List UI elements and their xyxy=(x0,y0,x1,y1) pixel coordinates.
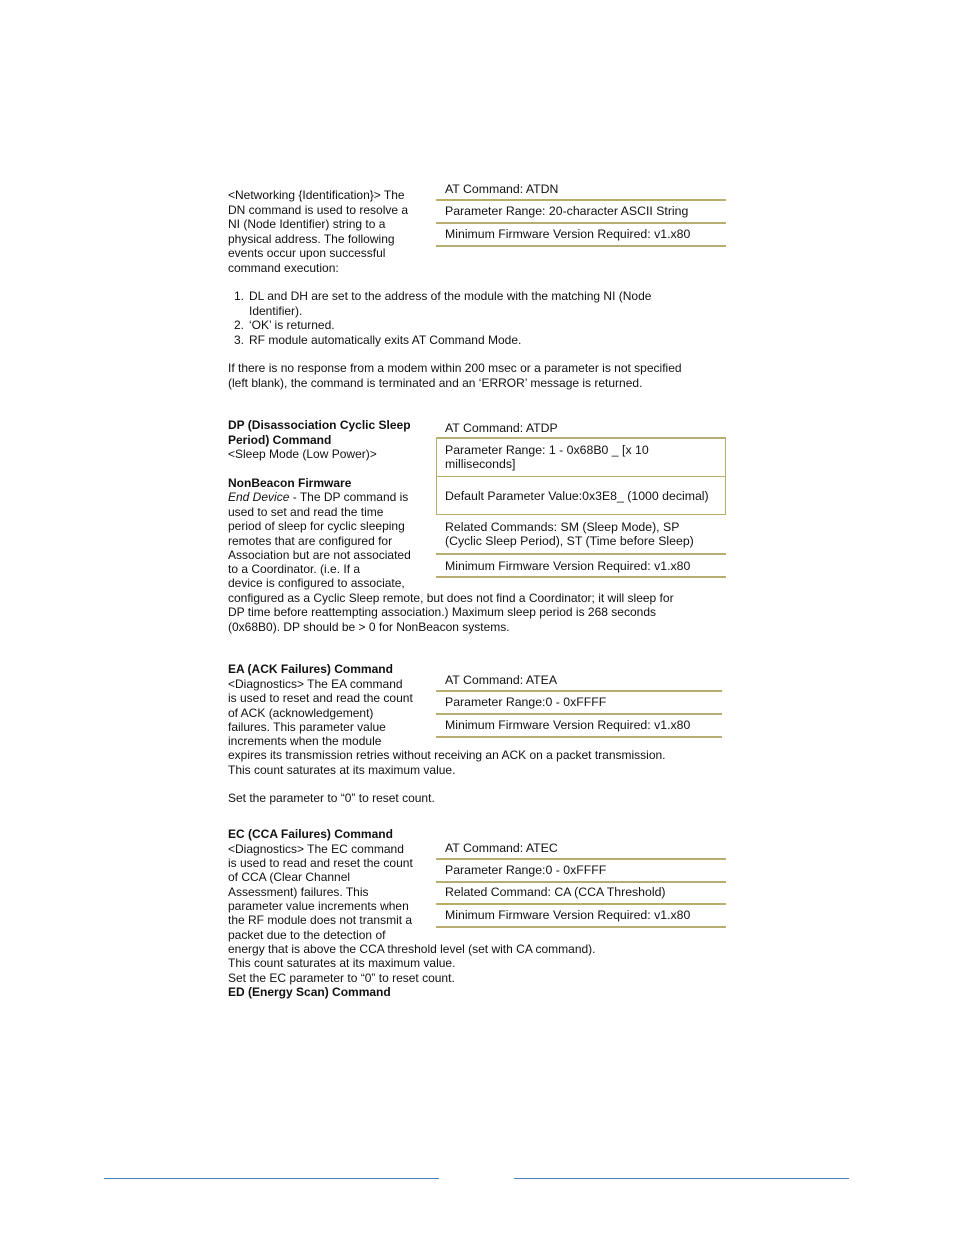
table-rule xyxy=(436,553,726,555)
dn-intro-line: <Networking {Identification}> The xyxy=(228,188,405,202)
ea-body-line: <Diagnostics> The EA command xyxy=(228,676,403,691)
list-item-number: 3. xyxy=(234,332,245,347)
ea-heading: EA (ACK Failures) Command xyxy=(228,662,393,676)
ea-body-line: This count saturates at its maximum value. xyxy=(228,762,456,777)
ea-body-line: is used to reset and read the count xyxy=(228,691,413,705)
list-item: RF module automatically exits AT Command Mode. xyxy=(249,332,522,347)
dp-lead-line xyxy=(228,490,408,504)
table-rule xyxy=(436,713,722,715)
ec-body-line: Assessment) failures. This xyxy=(228,884,369,899)
ec-table-cell: Minimum Firmware Version Required: v1.x80 xyxy=(445,908,691,922)
ed-heading: ED (Energy Scan) Command xyxy=(228,985,391,999)
dp-body-line: period of sleep for cyclic sleeping xyxy=(228,519,405,533)
dp-body-line: configured as a Cyclic Sleep remote, but does not find a Coordinator; it will sleep for xyxy=(228,590,674,605)
ec-body-line: is used to read and reset the count xyxy=(228,856,413,870)
ec-body-line: of CCA (Clear Channel xyxy=(228,870,351,884)
table-rule xyxy=(436,903,726,905)
dp-table-cell: Default Parameter Value:0x3E8_ (1000 decimal) xyxy=(445,489,709,503)
dp-body-line: to a Coordinator. (i.e. If a xyxy=(228,562,361,576)
dn-intro-line: DN command is used to resolve a xyxy=(228,202,409,217)
dp-body-line: (0x68B0). DP should be > 0 for NonBeacon systems. xyxy=(228,619,510,634)
dn-note-line: If there is no response from a modem within 200 msec or a parameter is not specified xyxy=(228,361,682,375)
table-rule xyxy=(436,858,726,860)
list-item-number: 1. xyxy=(234,289,245,303)
dp-body-line: Association but are not associated xyxy=(228,548,411,562)
table-rule xyxy=(436,222,726,224)
dp-heading-line: Period) Command xyxy=(228,432,332,447)
table-rule xyxy=(436,199,726,201)
footer-rule-left xyxy=(104,1178,439,1179)
dn-intro-line: command execution: xyxy=(228,260,339,275)
ec-body-line: the RF module does not transmit a xyxy=(228,913,413,927)
dp-category: <Sleep Mode (Low Power)> xyxy=(228,447,377,461)
dp-lead-italic: End Device xyxy=(228,490,290,504)
ec-body-line: energy that is above the CCA threshold level (set with CA command). xyxy=(228,942,596,956)
ec-table-cell: Parameter Range:0 - 0xFFFF xyxy=(445,863,607,877)
table-rule xyxy=(436,926,726,928)
dp-table-cell: Parameter Range: 1 - 0x68B0 _ [x 10 milliseconds] xyxy=(445,443,649,472)
ea-table-cell: AT Command: ATEA xyxy=(445,673,558,687)
dn-table-cell: AT Command: ATDN xyxy=(445,182,559,196)
ec-body-line: Set the EC parameter to “0” to reset count. xyxy=(228,970,455,985)
ea-body-line: expires its transmission retries without receiving an ACK on a packet transmission. xyxy=(228,748,666,762)
table-rule xyxy=(436,736,722,738)
list-item: ‘OK’ is returned. xyxy=(249,318,335,332)
ea-note: Set the parameter to “0” to reset count. xyxy=(228,791,435,805)
list-item: Identifier). xyxy=(249,303,303,318)
dp-heading-line: DP (Disassociation Cyclic Sleep xyxy=(228,418,411,432)
dp-table-cell: Minimum Firmware Version Required: v1.x80 xyxy=(445,559,691,573)
ec-heading: EC (CCA Failures) Command xyxy=(228,827,393,841)
ec-table-cell: Related Command: CA (CCA Threshold) xyxy=(445,885,666,899)
list-item-number: 2. xyxy=(234,318,245,332)
table-rule xyxy=(436,690,722,692)
ec-body-line: packet due to the detection of xyxy=(228,927,386,942)
dn-table-cell: Parameter Range: 20-character ASCII String xyxy=(445,204,689,218)
dp-body-line: used to set and read the time xyxy=(228,504,384,519)
dp-body-line: device is configured to associate, xyxy=(228,576,405,590)
ea-body-line: increments when the module xyxy=(228,734,382,748)
ea-body-line: failures. This parameter value xyxy=(228,720,386,734)
dp-table-cell: Related Commands: SM (Sleep Mode), SP (Cyclic Sleep Period), ST (Time before Sleep) xyxy=(445,520,694,549)
dp-lead-rest: - The DP command is xyxy=(289,490,409,504)
list-item: DL and DH are set to the address of the module with the matching NI (Node xyxy=(249,289,652,303)
dn-table-cell: Minimum Firmware Version Required: v1.x80 xyxy=(445,227,691,241)
ec-body-line: This count saturates at its maximum value. xyxy=(228,956,456,970)
dp-table-cell: AT Command: ATDP xyxy=(445,421,558,435)
ec-table-cell: AT Command: ATEC xyxy=(445,841,558,855)
table-rule xyxy=(436,245,726,247)
ea-table-cell: Minimum Firmware Version Required: v1.x80 xyxy=(445,718,691,732)
dn-note-line: (left blank), the command is terminated and an ‘ERROR’ message is returned. xyxy=(228,375,643,390)
table-rule xyxy=(436,881,726,883)
table-rule xyxy=(436,476,726,477)
ec-body-line: <Diagnostics> The EC command xyxy=(228,841,404,856)
ea-body-line: of ACK (acknowledgement) xyxy=(228,705,374,720)
footer-rule-right xyxy=(514,1178,849,1179)
dp-body-line: DP time before reattempting association.) Maximum sleep period is 268 seconds xyxy=(228,605,656,619)
dn-intro-line: events occur upon successful xyxy=(228,246,386,260)
dn-intro-line: NI (Node Identifier) string to a xyxy=(228,217,386,231)
dn-intro-line: physical address. The following xyxy=(228,231,395,246)
dp-subheading: NonBeacon Firmware xyxy=(228,475,352,490)
table-rule xyxy=(436,576,726,578)
dp-body-line: remotes that are configured for xyxy=(228,533,393,548)
ea-table-cell: Parameter Range:0 - 0xFFFF xyxy=(445,695,607,709)
ec-body-line: parameter value increments when xyxy=(228,899,409,913)
